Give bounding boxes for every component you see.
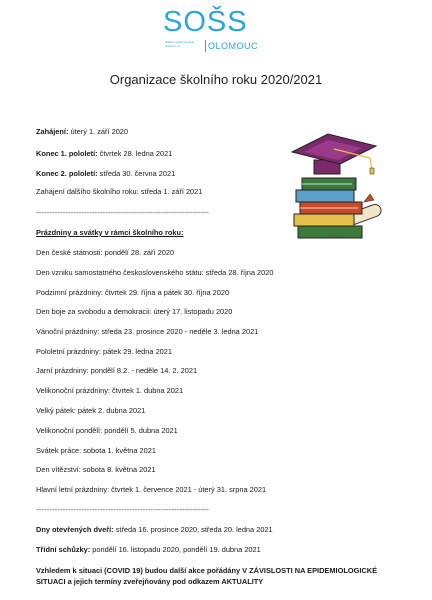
- holiday-item: Den vítězství: sobota 8. května 2021: [36, 465, 156, 474]
- open-days-label: Dny otevřených dveří:: [36, 525, 114, 534]
- holiday-item: Hlavní letní prázdniny: čtvrtek 1. července 2021 - úterý 31. srpna 2021: [36, 485, 267, 494]
- holiday-item: Velikonoční pondělí: pondělí 5. dubna 2021: [36, 426, 178, 435]
- clipart-credit: ClipArt.com: [326, 233, 347, 238]
- parent-meetings-line: [36, 545, 261, 555]
- holiday-item: Pololetní prázdniny: pátek 29. ledna 2021: [36, 347, 173, 356]
- end-term1-value: čtvrtek 28. ledna 2021: [97, 149, 173, 158]
- logo-city: OLOMOUC: [208, 41, 259, 51]
- end-term2-label: Konec 2. pololetí:: [36, 169, 98, 178]
- open-days-value: středa 16. prosince 2020, středa 20. ledna 2021: [113, 525, 273, 534]
- holiday-item: Den vzniku samostatného československého státu: středa 28. října 2020: [36, 268, 274, 277]
- holidays-heading-text: Prázdniny a svátky v rámci školního roku:: [36, 228, 184, 237]
- open-days-line: [36, 525, 273, 535]
- page-title: Organizace školního roku 2020/2021: [109, 72, 323, 87]
- covid-note: Vzhledem k situaci (COVID 19) budou další akce pořádány V ZÁVISLOSTI NA EPIDEMIOLOGICKÉ SITUACI a jejich termíny zveřejňovány pod odkazem AKTUALITY: [36, 566, 377, 586]
- parent-meetings-value: pondělí 16. listopadu 2020, pondělí 19. dubna 2021: [90, 545, 261, 554]
- end-term1-label: Konec 1. pololetí:: [36, 149, 98, 158]
- logo-wordmark: SOŠS: [163, 6, 248, 38]
- holiday-item: Podzimní prázdniny: čtvrtek 29. října a pátek 30. října 2020: [36, 288, 230, 297]
- school-logo: [163, 7, 273, 57]
- start-line: [36, 127, 128, 137]
- end-term1-line: [36, 149, 172, 159]
- holidays-heading: [36, 228, 183, 238]
- holiday-item: Velikonoční prázdniny: čtvrtek 1. dubna 2021: [36, 386, 184, 395]
- books-stack-icon: [294, 178, 362, 238]
- holiday-item: Jarní prázdniny: pondělí 8.2. - neděle 14. 2. 2021: [36, 366, 198, 375]
- next-year-line: Zahájení dalšího školního roku: středa 1. září 2021: [36, 187, 203, 196]
- graduation-cap-icon: [292, 134, 376, 174]
- logo-subtitle: Střední odborná škola služeb s.r.o.: [165, 40, 195, 48]
- holiday-item: Den boje za svobodu a demokracii: úterý 17. listopadu 2020: [36, 307, 233, 316]
- logo-divider: [205, 40, 206, 52]
- parent-meetings-label: Třídní schůzky:: [36, 545, 91, 554]
- holiday-item: Den české státnosti: pondělí 28. září 2020: [36, 248, 175, 257]
- start-value: úterý 1. září 2020: [68, 127, 129, 136]
- start-label: Zahájení:: [36, 127, 69, 136]
- holiday-item: Vánoční prázdniny: středa 23. prosince 2020 - neděle 3. ledna 2021: [36, 327, 259, 336]
- separator-1: -----------------------------------------------------------------: [36, 208, 209, 217]
- separator-2: -----------------------------------------------------------------: [36, 505, 209, 514]
- end-term2-line: [36, 169, 175, 179]
- holiday-item: Velký pátek: pátek 2. dubna 2021: [36, 406, 146, 415]
- end-term2-value: středa 30. června 2021: [97, 169, 176, 178]
- holiday-item: Svátek práce: sobota 1. května 2021: [36, 446, 156, 455]
